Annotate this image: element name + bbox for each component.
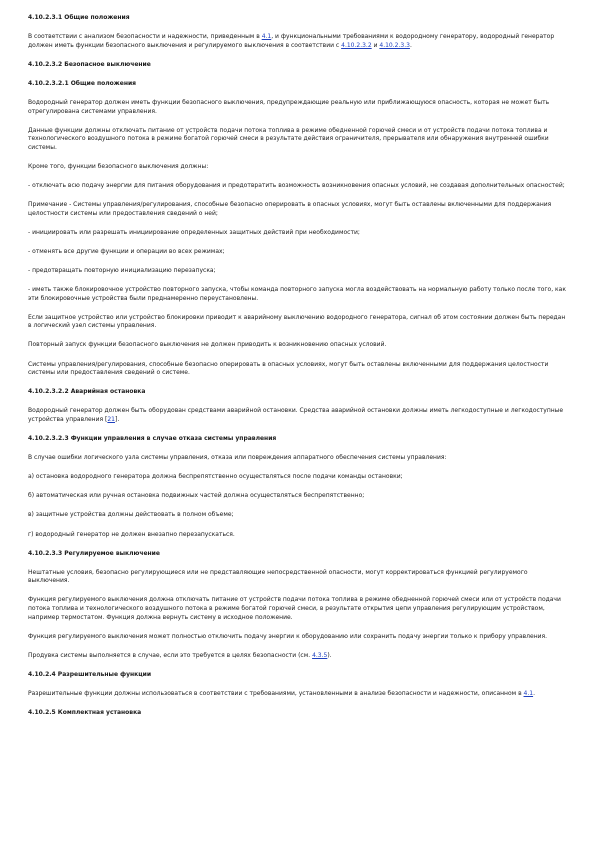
paragraph-emergency-stop: Водородный генератор должен быть оборудован средствами аварийной остановки. Средства аварийной остановки должны иметь легкодоступные и легкодоступные устройства управления [21]. — [28, 407, 564, 423]
paragraph-safe-shutdown-1: Водородный генератор должен иметь функции безопасного выключения, предупреждающие реальную или приближающуюся опасность, которая не может быть отрегулирована системами управления. — [28, 98, 550, 115]
paragraph-intro: В соответствии с анализом безопасности и надежности, приведенным в 4.1, и функциональными требованиями к водородному генератору, водородный генератор должен иметь функции безопасного выключения и регулируемого выключения в соответствии с 4.10.2.3.2 и 4.10.2.3.3. — [28, 33, 555, 49]
paragraph-safe-shutdown-3: Кроме того, функции безопасного выключения должны: — [28, 162, 209, 170]
heading-controlled-shutdown: 4.10.2.3.3 Регулируемое выключение — [28, 549, 160, 557]
heading-general-provisions: 4.10.2.3.1 Общие положения — [28, 14, 130, 21]
heading-safe-shutdown: 4.10.2.3.2 Безопасное выключение — [28, 60, 151, 68]
heading-control-failure: 4.10.2.3.2.3 Функции управления в случае отказа системы управления — [28, 435, 277, 443]
list-item-b: б) автоматическая или ручная остановка подвижных частей должна осуществляться беспрепятственно; — [28, 492, 365, 500]
heading-safe-shutdown-general: 4.10.2.3.2.1 Общие положения — [28, 79, 137, 87]
list-item-override-functions: - отменять все другие функции и операции во всех режимах; — [28, 247, 225, 255]
heading-permissive-functions: 4.10.2.4 Разрешительные функции — [28, 670, 152, 678]
paragraph-controlled-shutdown-3: Функция регулируемого выключения может полностью отключить подачу энергии к оборудованию или сохранить подачу энергии только к прибору управления. — [28, 632, 548, 640]
list-item-restart-lockout: - иметь также блокировочное устройство повторного запуска, чтобы команда повторного запуска могла воздействовать на нормальную работу только после того, как эти блокировочные устройства были преднамеренно переустановлены. — [28, 286, 566, 302]
paragraph-note: Примечание - Системы управления/регулирования, способные безопасно оперировать в опасных условиях, могут быть оставлены включенными для поддержания целостности системы или предоставления сведений о ней; — [28, 201, 552, 217]
paragraph-control-failure: В случае ошибки логического узла системы управления, отказа или повреждения аппаратного обеспечения системы управления: — [28, 454, 447, 462]
paragraph-permissive-functions: Разрешительные функции должны использоваться в соответствии с требованиями, установленными в анализе безопасности и надежности, описанном в 4.1. — [28, 689, 535, 697]
link-section-4-1-b[interactable]: 4.1 — [523, 689, 534, 697]
paragraph-purge: Продувка системы выполняется в случае, если это требуется в целях безопасности (см. 4.3.5). — [28, 651, 332, 659]
list-item-c: в) защитные устройства должны действовать в полном объеме; — [28, 511, 234, 519]
list-item-disconnect-power: - отключать всю подачу энергии для питания оборудования и предотвратить возможность возникновения опасных условий, не создавая дополнительных опасностей; — [28, 182, 565, 190]
paragraph-controlled-shutdown-2: Функция регулируемого выключения должна отключать питание от устройств подачи потока топлива в режиме обедненной горючей смеси или от устройств подачи потока топлива и технологического воздушного потока в режиме богатой горючей смеси, в результате открытия цепи управления регулирующим устройством, например термостатом. Функция должна вернуть систему в исходное положение. — [28, 596, 561, 621]
link-section-4-3-5[interactable]: 4.3.5 — [312, 651, 328, 659]
paragraph-control-systems: Системы управления/регулирования, способные безопасно оперировать в опасных условиях, могут быть оставлены включенными для поддержания целостности системы или предоставления сведений о системе. — [28, 360, 549, 377]
list-item-prevent-restart: - предотвращать повторную инициализацию перезапуска; — [28, 267, 216, 274]
link-section-4-10-2-3-2[interactable]: 4.10.2.3.2 — [341, 41, 372, 49]
paragraph-restart: Повторный запуск функции безопасного выключения не должен приводить к возникновению опасных условий. — [28, 341, 387, 349]
link-section-4-1[interactable]: 4.1 — [261, 33, 272, 41]
paragraph-protective-device: Если защитное устройство или устройство блокировки приводит к аварийному выключению водородного генератора, сигнал об этом состоянии должен быть передан в логический узел системы управления. — [28, 313, 566, 330]
link-reference-21[interactable]: 21 — [107, 415, 115, 423]
link-section-4-10-2-3-3[interactable]: 4.10.2.3.3 — [379, 41, 410, 49]
paragraph-safe-shutdown-2: Данные функции должны отключать питание от устройств подачи потока топлива в режиме обедненной горючей смеси и от устройств подачи потока топлива и технологического воздушного потока в режиме богатой горючей смеси в результате действия ограничителя, прерывателя или обнаружения внутренней ошибки системы. — [28, 126, 549, 151]
list-item-initiate-actions: - инициировать или разрешать инициирование определенных защитных действий при необходимости; — [28, 228, 360, 236]
heading-package-installation: 4.10.2.5 Комплектная установка — [28, 709, 142, 717]
list-item-a: а) остановка водородного генератора должна беспрепятственно осуществляться после подачи команды остановки; — [28, 473, 403, 481]
paragraph-controlled-shutdown-1: Нештатные условия, безопасно регулирующиеся или не представляющие непосредственной опасности, могут корректироваться функцией регулируемого выключения. — [28, 568, 528, 585]
heading-emergency-stop: 4.10.2.3.2.2 Аварийная остановка — [28, 388, 146, 396]
list-item-d: г) водородный генератор не должен внезапно перезапускаться. — [28, 530, 235, 538]
